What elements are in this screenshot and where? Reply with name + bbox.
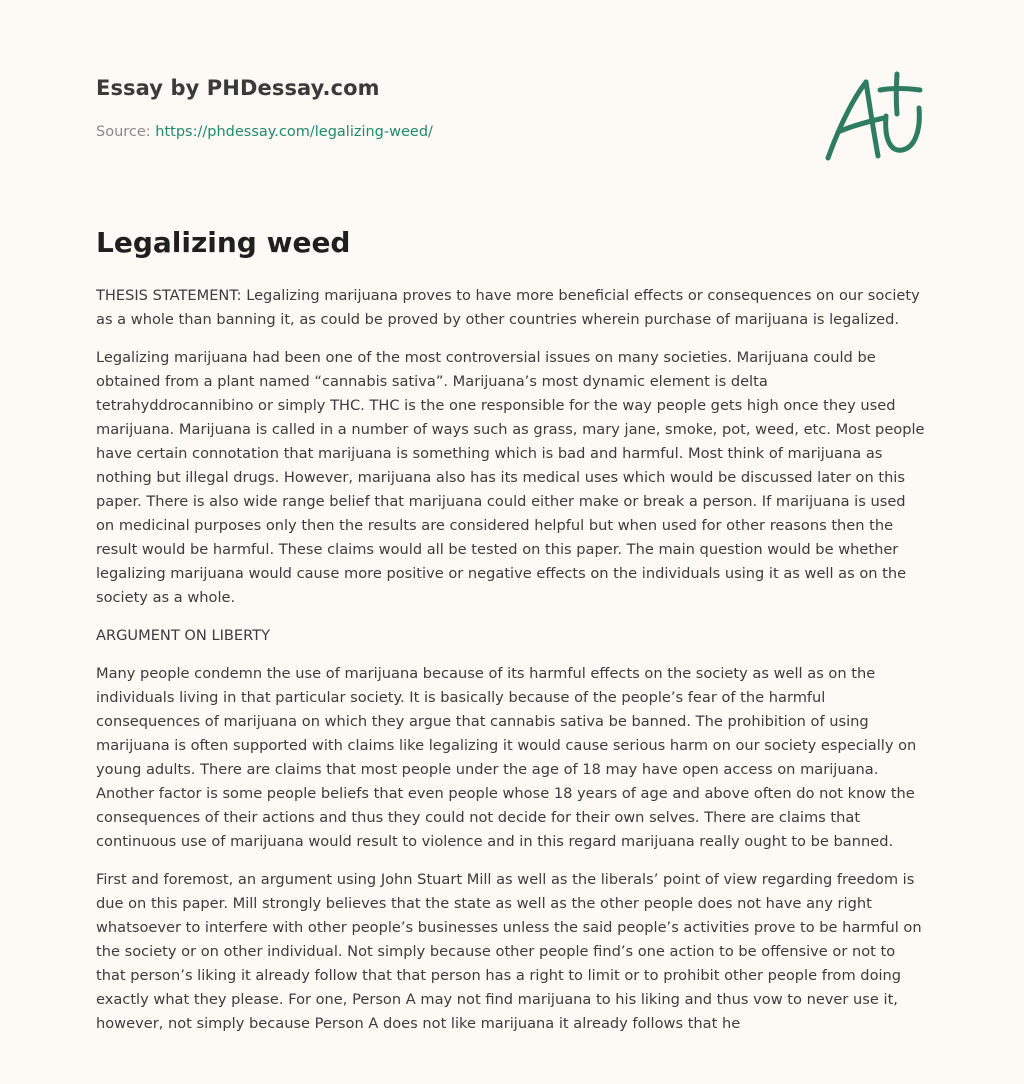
source-line bbox=[96, 124, 433, 140]
thesis-paragraph: THESIS STATEMENT: Legalizing marijuana proves to have more beneficial effects or consequences on our society as a whole than banning it, as could be proved by other countries wherein purchase of marijuana is legalized. bbox=[96, 287, 920, 328]
section-heading-liberty: ARGUMENT ON LIBERTY bbox=[96, 627, 271, 644]
essay-title: Legalizing weed bbox=[96, 226, 351, 259]
intro-paragraph: Legalizing marijuana had been one of the most controversial issues on many societies. Marijuana could be obtained from a plant named “cannabis sativa”. Marijuana’s most dynamic element is delta tetrahyddrocannibino or simply THC. THC is the one responsible for the way people gets high once they used marijuana. Marijuana is called in a number of ways such as grass, mary jane, smoke, pot, weed, etc. Most people have certain connotation that marijuana is something which is bad and harmful. Most think of marijuana as nothing but illegal drugs. However, marijuana also has its medical uses which would be discussed later on this paper. There is also wide range belief that marijuana could either make or break a person. If marijuana is used on medicinal purposes only then the results are considered helpful but when used for other reasons then the result would be harmful. These claims would all be tested on this paper. The main question would be whether legalizing marijuana would cause more positive or negative effects on the individuals using it as well as on the society as a whole. bbox=[96, 349, 925, 606]
body-paragraph: Many people condemn the use of marijuana because of its harmful effects on the society as well as on the individuals living in that particular society. It is basically because of the people’s fear of the harmful consequences of marijuana on which they argue that cannabis sativa be banned. The prohibition of using marijuana is often supported with claims like legalizing it would cause serious harm on our society especially on young adults. There are claims that most people under the age of 18 may have open access on marijuana. Another factor is some people beliefs that even people whose 18 years of age and above often do not know the consequences of their actions and thus they could not decide for their own selves. There are claims that continuous use of marijuana would result to violence and in this regard marijuana really ought to be banned. bbox=[96, 665, 917, 850]
a-plus-logo-icon bbox=[822, 68, 928, 166]
brand-title: Essay by PHDessay.com bbox=[96, 76, 380, 100]
source-label: Source: bbox=[96, 124, 151, 140]
source-link[interactable]: https://phdessay.com/legalizing-weed/ bbox=[155, 124, 433, 140]
essay-body bbox=[96, 284, 928, 1050]
body-paragraph: First and foremost, an argument using John Stuart Mill as well as the liberals’ point of view regarding freedom is due on this paper. Mill strongly believes that the state as well as the other people does not have any right whatsoever to interfere with other people’s businesses unless the said people’s activities prove to be harmful on the society or on other individual. Not simply because other people find’s one action to be offensive or not to that person’s liking it already follow that that person has a right to limit or to prohibit other people from doing exactly what they please. For one, Person A may not find marijuana to his liking and thus vow to never use it, however, not simply because Person A does not like marijuana it already follows that he bbox=[96, 871, 922, 1032]
